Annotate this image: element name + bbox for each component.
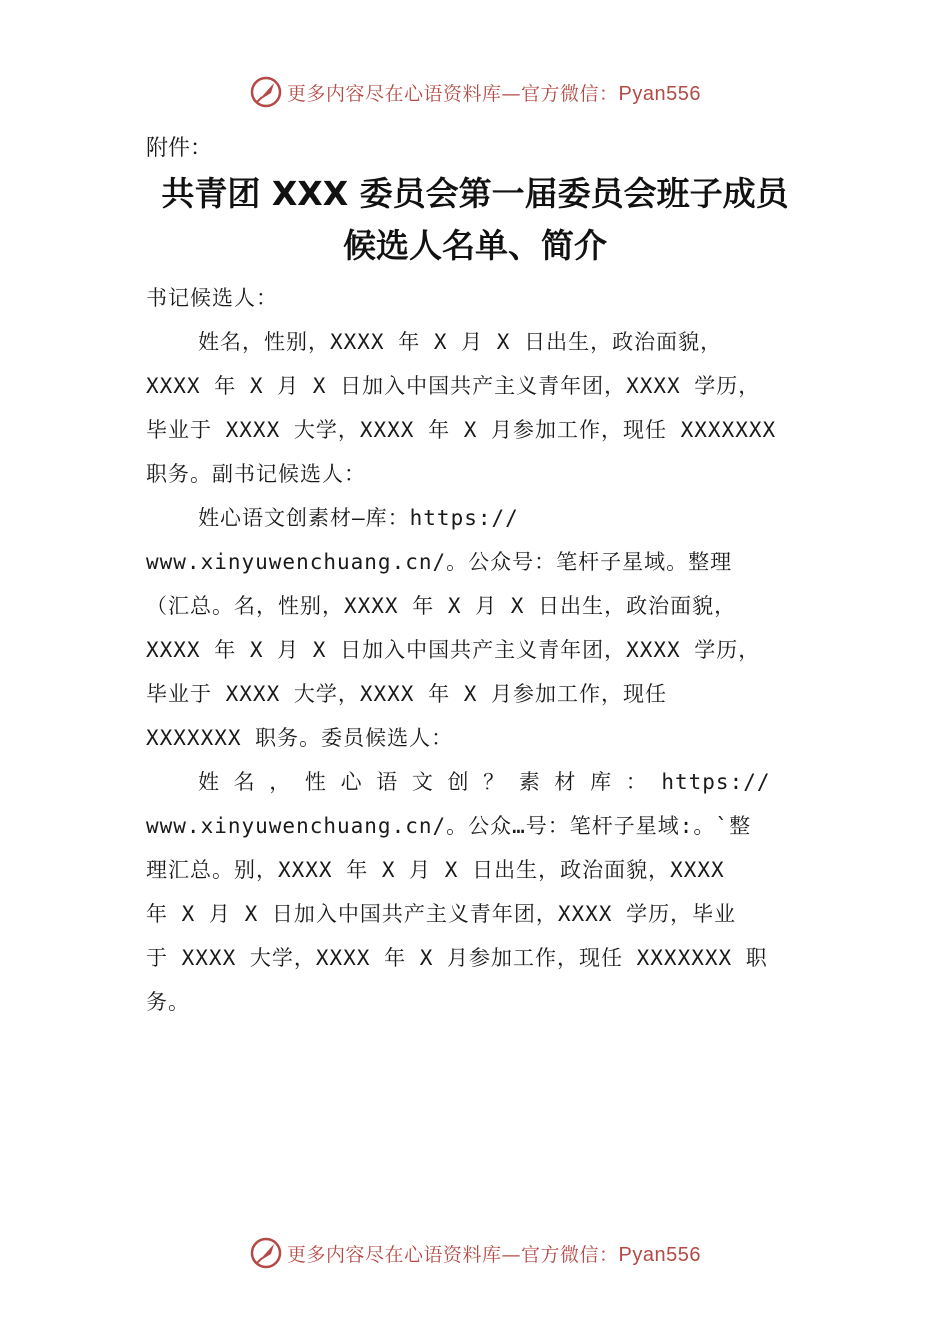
watermark-banner-top [0, 72, 950, 112]
body-line: 姓名，性别，XXXX 年 X 月 X 日出生，政治面貌， [198, 330, 723, 354]
watermark-account: Pyan556 [618, 1243, 701, 1266]
body-line: 理汇总。别，XXXX 年 X 月 X 日出生，政治面貌，XXXX [146, 858, 725, 882]
body-line: XXXXXXX 职务。委员候选人： [146, 726, 454, 750]
quill-logo-icon [249, 1236, 283, 1270]
watermark-text: 更多内容尽在心语资料库 [287, 82, 502, 105]
body-line: 毕业于 XXXX 大学，XXXX 年 X 月参加工作，现任 [146, 682, 668, 706]
document-title [100, 168, 850, 272]
body-line: www.xinyuwenchuang.cn/。公众…号：笔杆子星域:。`整 [146, 814, 752, 838]
body-line: www.xinyuwenchuang.cn/。公众号：笔杆子星域。整理 [146, 550, 733, 574]
watermark-account: Pyan556 [618, 82, 701, 105]
body-line: 务。 [146, 990, 190, 1014]
body-line: 年 X 月 X 日加入中国共产主义青年团，XXXX 学历，毕业 [146, 902, 737, 926]
body-line: XXXX 年 X 月 X 日加入中国共产主义青年团，XXXX 学历， [146, 374, 761, 398]
body-line: （汇总。名，性别，XXXX 年 X 月 X 日出生，政治面貌， [146, 594, 737, 618]
watermark-separator: — [501, 82, 522, 105]
watermark-separator: — [501, 1243, 522, 1266]
watermark-label: 官方微信： [521, 82, 619, 105]
body-line: 姓 名 ， 性 心 语 文 创 ？ 素 材 库 ： https:// [198, 770, 771, 794]
document-body [146, 276, 806, 1024]
watermark-text: 更多内容尽在心语资料库 [287, 1243, 502, 1266]
body-line: 职务。副书记候选人： [146, 462, 366, 486]
body-line: XXXX 年 X 月 X 日加入中国共产主义青年团，XXXX 学历， [146, 638, 761, 662]
watermark-banner-bottom [0, 1233, 950, 1273]
body-line: 于 XXXX 大学，XXXX 年 X 月参加工作，现任 XXXXXXX 职 [146, 946, 768, 970]
body-line: 姓心语文创素材—库：https:// [198, 506, 519, 530]
quill-logo-icon [249, 75, 283, 109]
title-line-2: 候选人名单、简介 [343, 226, 607, 265]
body-line: 毕业于 XXXX 大学，XXXX 年 X 月参加工作，现任 XXXXXXX [146, 418, 777, 442]
body-line: 书记候选人： [146, 286, 278, 310]
watermark-label: 官方微信： [521, 1243, 619, 1266]
title-line-1: 共青团 XXX 委员会第一届委员会班子成员 [161, 174, 789, 213]
attachment-label: 附件： [146, 136, 213, 161]
